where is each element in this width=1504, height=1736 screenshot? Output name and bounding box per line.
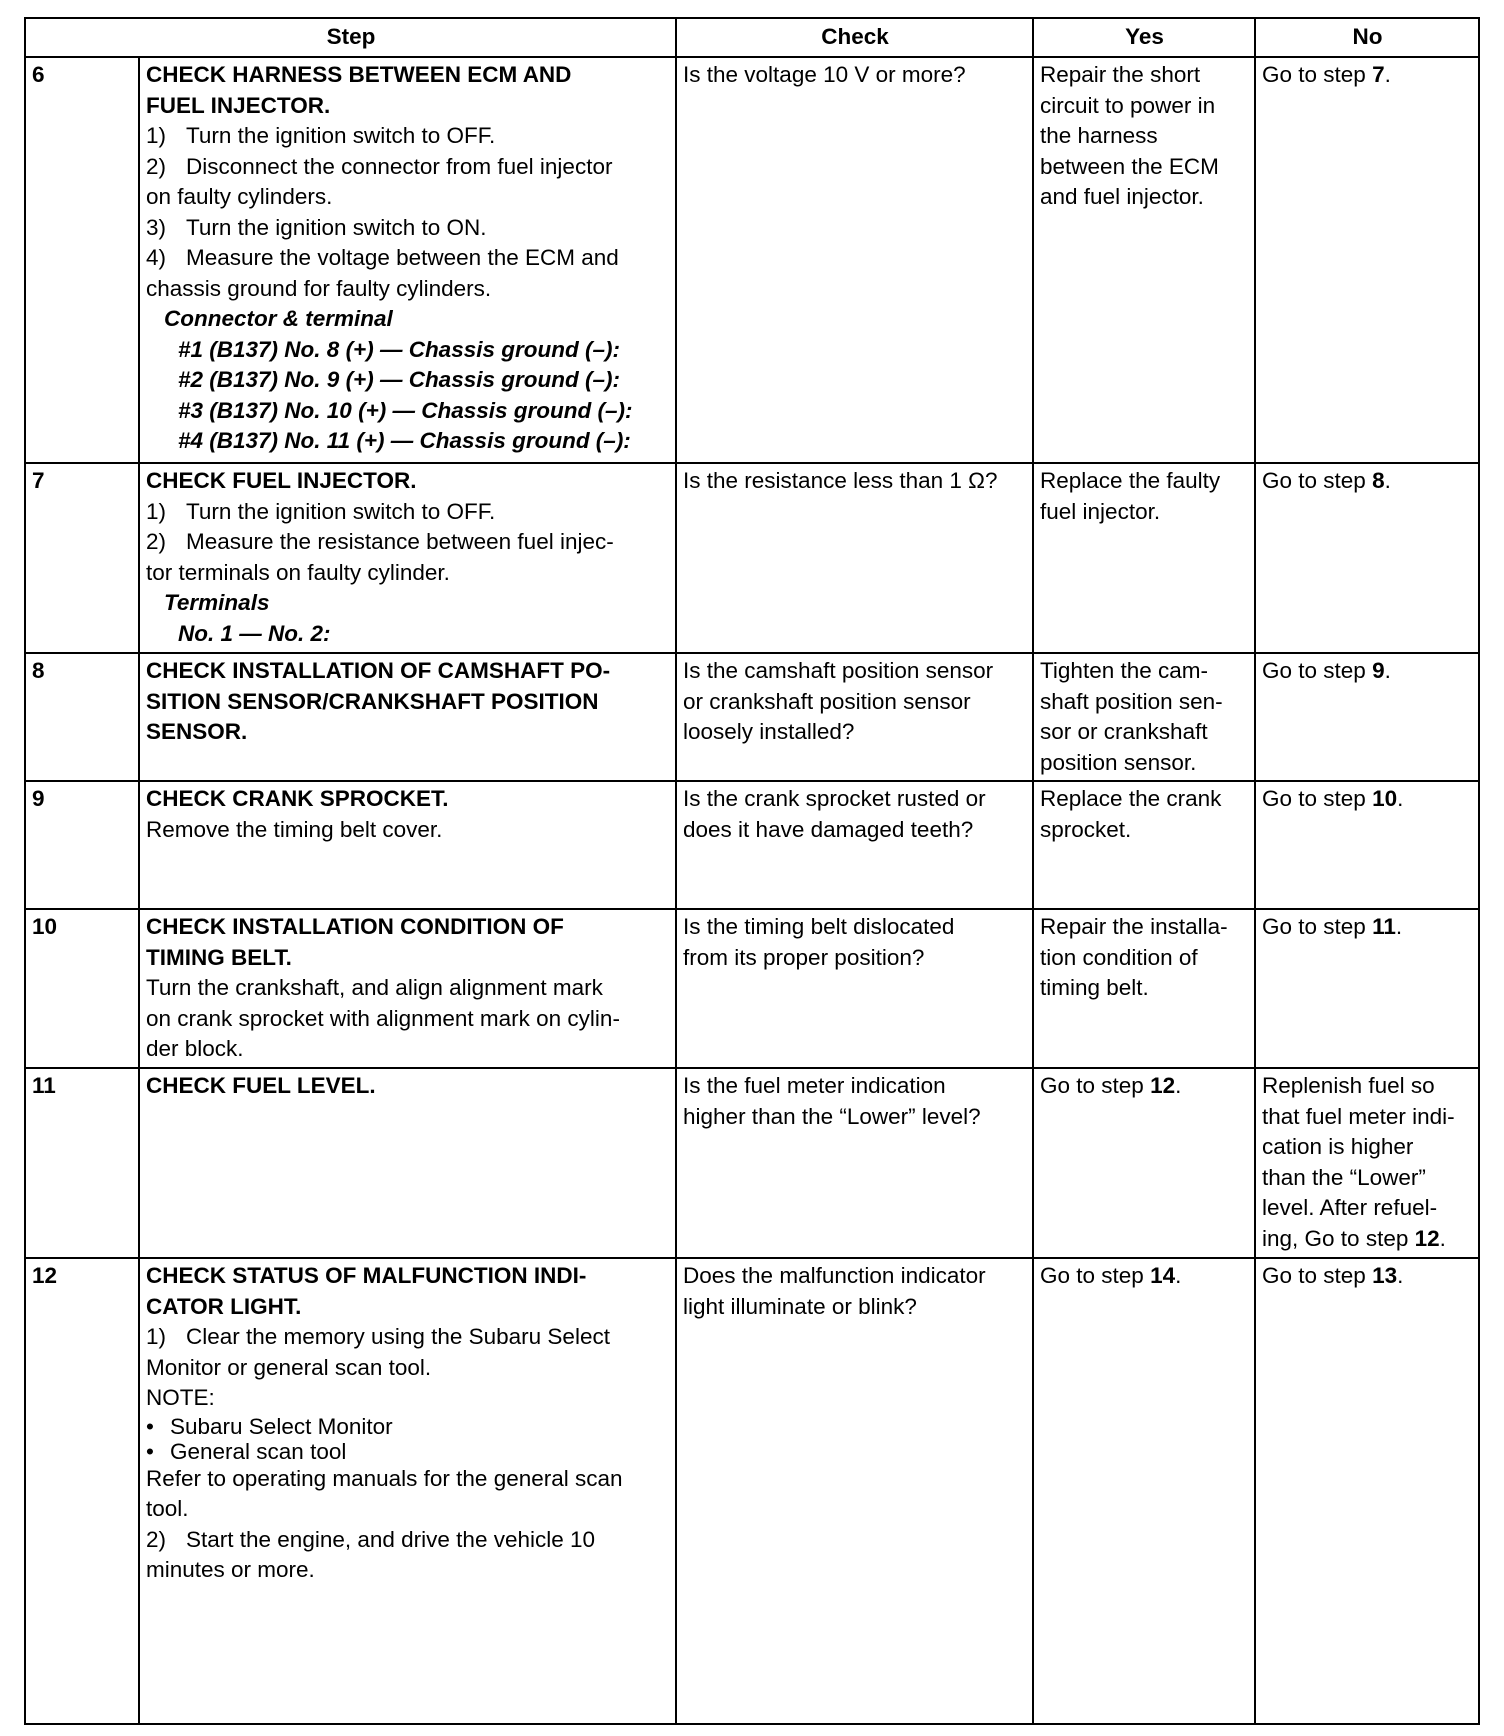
spec-item: No. 1 — No. 2: xyxy=(178,620,331,646)
header-check: Check xyxy=(676,18,1033,57)
step-description: CHECK FUEL LEVEL. xyxy=(139,1068,676,1258)
spec-item: #4 (B137) No. 11 (+) — Chassis ground (–): xyxy=(178,428,631,453)
step-description: CHECK INSTALLATION OF CAMSHAFT PO- SITION SENSOR/CRANKSHAFT POSITION SENSOR. xyxy=(139,653,676,781)
spec-heading: Terminals xyxy=(164,590,270,615)
no-cell: Replenish fuel so that fuel meter indi- cation is higher than the “Lower” level. After refuel- ing, Go to step 12. xyxy=(1255,1068,1479,1258)
step-number: 6 xyxy=(25,57,139,463)
step-number: 11 xyxy=(25,1068,139,1258)
yes-cell: Go to step 12. xyxy=(1033,1068,1255,1258)
check-cell: Is the voltage 10 V or more? xyxy=(676,57,1033,463)
no-cell: Go to step 8. xyxy=(1255,463,1479,653)
no-cell: Go to step 13. xyxy=(1255,1258,1479,1724)
note-bullet: • General scan tool xyxy=(146,1438,347,1464)
spec-item: #3 (B137) No. 10 (+) — Chassis ground (–): xyxy=(178,397,633,423)
check-cell: Does the malfunction indicator light illuminate or blink? xyxy=(676,1258,1033,1724)
yes-cell: Go to step 14. xyxy=(1033,1258,1255,1724)
table-row-step-9 xyxy=(25,781,1479,909)
check-cell: Is the camshaft position sensor or crankshaft position sensor loosely installed? xyxy=(676,653,1033,781)
table-row-step-8 xyxy=(25,653,1479,781)
table-row-step-12 xyxy=(25,1258,1479,1724)
check-cell: Is the timing belt dislocated from its proper position? xyxy=(676,909,1033,1068)
step-number: 7 xyxy=(25,463,139,653)
spec-item: #1 (B137) No. 8 (+) — Chassis ground (–): xyxy=(178,336,620,362)
header-row xyxy=(25,18,1479,57)
yes-cell: Replace the crank sprocket. xyxy=(1033,781,1255,909)
header-yes: Yes xyxy=(1033,18,1255,57)
header-no: No xyxy=(1255,18,1479,57)
check-cell: Is the resistance less than 1 Ω? xyxy=(676,463,1033,653)
table-row-step-6 xyxy=(25,57,1479,463)
check-cell: Is the crank sprocket rusted or does it have damaged teeth? xyxy=(676,781,1033,909)
diagnostic-table xyxy=(24,17,1480,1725)
yes-cell: Replace the faulty fuel injector. xyxy=(1033,463,1255,653)
yes-cell: Repair the short circuit to power in the harness between the ECM and fuel injector. xyxy=(1033,57,1255,463)
step-description: CHECK CRANK SPROCKET. Remove the timing belt cover. xyxy=(139,781,676,909)
yes-cell: Repair the installa- tion condition of timing belt. xyxy=(1033,909,1255,1068)
step-number: 9 xyxy=(25,781,139,909)
spec-item: #2 (B137) No. 9 (+) — Chassis ground (–): xyxy=(178,367,620,392)
step-description: CHECK HARNESS BETWEEN ECM AND FUEL INJECTOR. 1) Turn the ignition switch to OFF. 2) Disconnect the connector from fuel injector on faulty cylinders. 3) Turn the ignition switch to ON. 4) Measure the voltage between the ECM and chassis ground for faulty cylinders. Connector & terminal #1 (B137) No. 8 (+) — Chassis ground (–): #2 (B137) No. 9 (+) — Chassis ground (–): #3 (B137) No. 10 (+) — Chassis ground (–): #4 (B137) No. 11 (+) — Chassis ground (–): xyxy=(139,57,676,463)
no-cell: Go to step 10. xyxy=(1255,781,1479,909)
note-bullet: • Subaru Select Monitor xyxy=(146,1413,393,1439)
table-row-step-7 xyxy=(25,463,1479,653)
table-row-step-10 xyxy=(25,909,1479,1068)
step-number: 10 xyxy=(25,909,139,1068)
no-cell: Go to step 11. xyxy=(1255,909,1479,1068)
step-description: CHECK INSTALLATION CONDITION OF TIMING BELT. Turn the crankshaft, and align alignment mark on crank sprocket with alignment mark on cylin- der block. xyxy=(139,909,676,1068)
yes-cell: Tighten the cam- shaft position sen- sor or crankshaft position sensor. xyxy=(1033,653,1255,781)
check-cell: Is the fuel meter indication higher than the “Lower” level? xyxy=(676,1068,1033,1258)
step-description: CHECK STATUS OF MALFUNCTION INDI- CATOR LIGHT. 1) Clear the memory using the Subaru Select Monitor or general scan tool. NOTE: • Subaru Select Monitor • General scan tool Refer to operating manuals for the general scan tool. 2) Start the engine, and drive the vehicle 10 minutes or more. xyxy=(139,1258,676,1724)
no-cell: Go to step 7. xyxy=(1255,57,1479,463)
step-description: CHECK FUEL INJECTOR. 1) Turn the ignition switch to OFF. 2) Measure the resistance between fuel injec- tor terminals on faulty cylinder. Terminals No. 1 — No. 2: xyxy=(139,463,676,653)
header-step: Step xyxy=(25,18,676,57)
table-row-step-11 xyxy=(25,1068,1479,1258)
step-number: 8 xyxy=(25,653,139,781)
note-label: NOTE: xyxy=(146,1385,215,1410)
no-cell: Go to step 9. xyxy=(1255,653,1479,781)
spec-heading: Connector & terminal xyxy=(164,306,393,331)
step-number: 12 xyxy=(25,1258,139,1724)
